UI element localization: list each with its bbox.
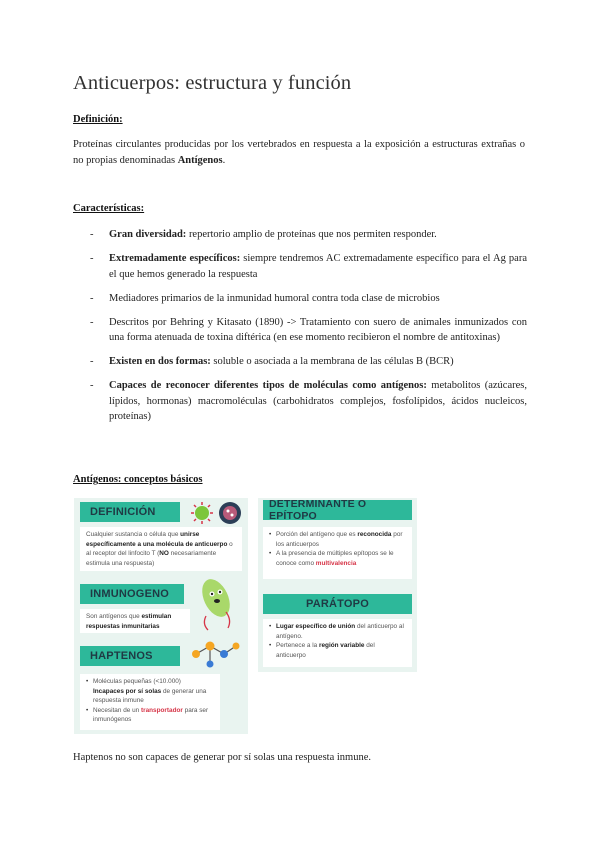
par-i2-t: Pertenece a la	[276, 642, 319, 649]
def-t1: Cualquier sustancia o célula que	[86, 531, 181, 538]
list-item: - Extremadamente específicos: siempre tendremos AC extremadamente específico para el Ag para el que hemos generado la respuesta	[90, 253, 527, 280]
definicion-text-b: Antígenos	[177, 155, 223, 166]
item-bold: Gran diversidad:	[109, 229, 187, 240]
list-item: - Existen en dos formas: soluble o asociada a la membrana de las células B (BCR)	[90, 356, 454, 367]
microbe-icon	[190, 500, 244, 526]
inm-b1: estimulan respuestas inmunitarias	[86, 613, 172, 630]
definicion-text-a: Proteínas circulantes producidas por los vertebrados en respuesta a la exposición a estructuras extrañas o no propias denominadas	[73, 139, 525, 166]
definicion-label: Definición:	[73, 114, 123, 125]
def-b1: unirse específicamente a una molécula de anticuerpo	[86, 531, 228, 548]
molecule-icon	[186, 636, 244, 672]
inmunogeno-card	[80, 609, 190, 633]
haptenos-card	[80, 674, 220, 730]
page-title: Anticuerpos: estructura y función	[73, 72, 352, 94]
list-item: - Mediadores primarios de la inmunidad humoral contra toda clase de microbios	[90, 292, 440, 304]
list-item	[86, 706, 214, 725]
haptenos-header: HAPTENOS	[80, 646, 180, 666]
par-i1-b: Lugar específico de unión	[276, 623, 356, 630]
par-i2-b: región variable	[319, 642, 365, 649]
hap-i2-red: transportador	[140, 706, 183, 714]
item-text: soluble o asociada a la membrana de las células B (BCR)	[210, 356, 454, 367]
def-t2: o al receptor del linfocito T (	[86, 540, 233, 557]
inmunogeno-header: INMUNOGENO	[80, 584, 184, 604]
infographic-left	[74, 498, 248, 734]
epi-i2-t: A la presencia de múltiples epítopos se le conoce como	[276, 550, 394, 567]
hap-i2-t: Necesitan de un	[93, 706, 141, 714]
epi-i1-b: reconocida	[357, 531, 392, 538]
hap-i1-t: Moléculas pequeñas (<10.000)	[93, 678, 181, 685]
item-bold: Extremadamente específicos:	[109, 253, 241, 264]
list-item: - Gran diversidad: repertorio amplio de proteínas que nos permiten responder.	[90, 229, 437, 240]
infographic-right	[258, 498, 417, 672]
list-item	[269, 530, 406, 549]
item-text: Mediadores primarios de la inmunidad humoral contra toda clase de microbios	[109, 292, 440, 304]
epi-i1-t: Porción del antígeno que es	[276, 531, 358, 538]
item-text: Descritos por Behring y Kitasato (1890) -> Tratamiento con suero de animales inmunizados con una forma atenuada de toxina diftérica (en ese momento recibieron el nombre de antitoxinas)	[109, 316, 527, 343]
inm-t1: Son antígenos que	[86, 613, 142, 620]
list-item	[269, 622, 406, 641]
epi-i2-red: multivalencia	[315, 559, 357, 567]
par-i1-t: del anticuerpo al antígeno.	[276, 623, 404, 640]
item-bold: Capaces de reconocer diferentes tipos de moléculas como antígenos:	[109, 380, 427, 391]
definicion-card	[80, 527, 242, 571]
footer-text: Haptenos no son capaces de generar por sí solas una respuesta inmune.	[73, 752, 371, 763]
definicion-text	[73, 137, 525, 169]
item-text: metabolitos (azúcares, lípidos, hormonas) macromoléculas (carbohidratos complejos, fosfolípidos, ácidos nucleicos, proteínas)	[109, 380, 527, 422]
antigenos-label: Antígenos: conceptos básicos	[73, 474, 203, 485]
epitopo-card	[263, 527, 412, 579]
def-t3: necesariamente estimula una respuesta)	[86, 550, 217, 567]
list-item: - Descritos por Behring y Kitasato (1890) -> Tratamiento con suero de animales inmunizados con una forma atenuada de toxina diftérica (en ese momento recibieron el nombre de antitoxinas)	[90, 316, 527, 343]
bacterium-icon	[192, 572, 240, 634]
list-item	[269, 641, 406, 660]
hap-i1-b: Incapaces por sí solas	[93, 687, 162, 695]
par-i2-t2: del anticuerpo	[276, 642, 375, 659]
epitopo-header: DETERMINANTE O EPÍTOPO	[263, 500, 412, 520]
paratopo-header: PARÁTOPO	[263, 594, 412, 614]
epi-i1-t2: por los anticuerpos	[276, 531, 403, 548]
list-item: - Capaces de reconocer diferentes tipos de moléculas como antígenos: metabolitos (azúcares, lípidos, hormonas) macromoléculas (carbohidratos complejos, fosfolípidos, ácidos nucleicos, proteínas)	[90, 380, 527, 422]
definicion-text-c: .	[222, 155, 226, 166]
item-text: repertorio amplio de proteínas que nos permiten responder.	[186, 229, 437, 240]
list-item	[269, 549, 406, 568]
definicion-header: DEFINICIÓN	[80, 502, 180, 522]
hap-i1-t2: de generar una respuesta inmune	[93, 687, 207, 704]
item-bold: Existen en dos formas:	[109, 356, 211, 367]
list-item	[86, 677, 214, 706]
item-text: siempre tendremos AC extremadamente específico para el Ag para el que hemos generado la respuesta	[109, 253, 527, 280]
caracteristicas-list	[73, 227, 527, 433]
caracteristicas-label: Características:	[73, 203, 145, 214]
hap-i2-t2: para ser inmunógenos	[93, 706, 209, 723]
def-b2: NO	[159, 550, 169, 557]
paratopo-card	[263, 619, 412, 667]
